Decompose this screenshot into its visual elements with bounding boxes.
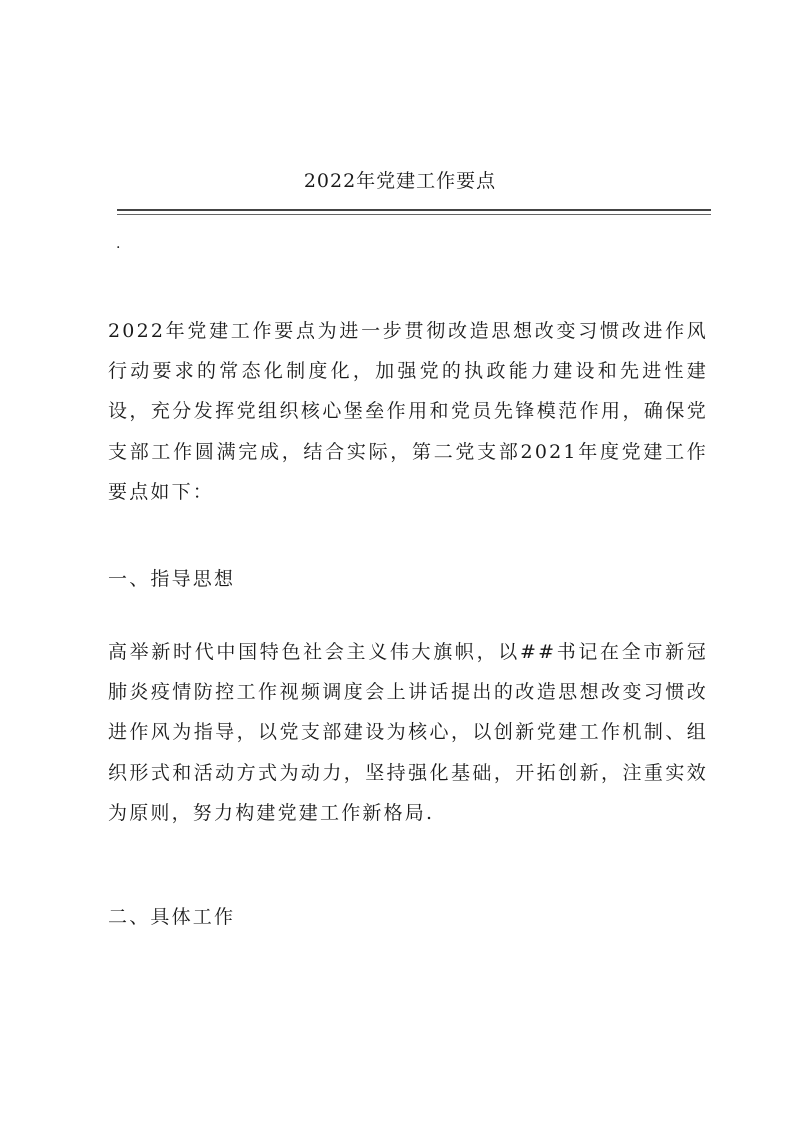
title-divider	[117, 209, 711, 211]
intro-paragraph: 2022年党建工作要点为进一步贯彻改造思想改变习惯改进作风行动要求的常态化制度化，加强党的执政能力建设和先进性建设，充分发挥党组织核心堡垒作用和党员先锋模范作用，确保党支部工作圆满完成，结合实际，第二党支部2021年度党建工作要点如下：	[108, 320, 708, 503]
document-title: 2022年党建工作要点	[303, 170, 497, 192]
paragraph-marker: .	[116, 236, 121, 252]
title-divider-thin	[117, 214, 711, 215]
section-heading-specific-work: 二、具体工作	[108, 906, 236, 928]
guiding-thought-paragraph: 高举新时代中国特色社会主义伟大旗帜，以##书记在全市新冠肺炎疫情防控工作视频调度会上讲话提出的改造思想改变习惯改进作风为指导，以党支部建设为核心，以创新党建工作机制、组织形式和活动方式为动力，坚持强化基础，开拓创新，注重实效为原则，努力构建党建工作新格局.	[108, 641, 708, 824]
section-heading-guiding-thought: 一、指导思想	[108, 568, 236, 590]
